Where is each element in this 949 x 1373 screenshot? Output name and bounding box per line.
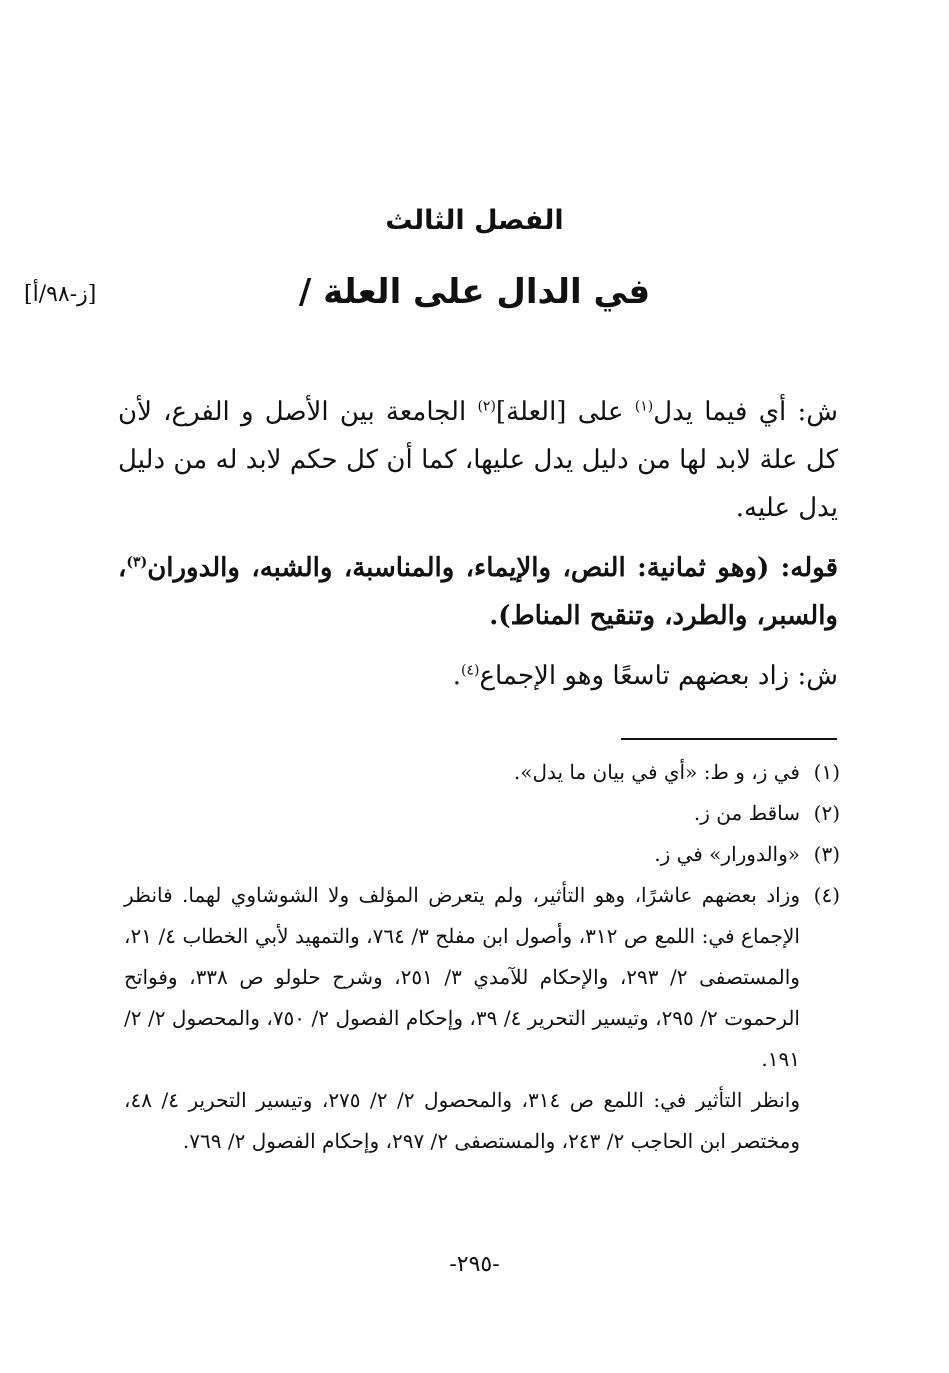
footnote-separator [621,738,837,740]
footnote-marker-1: (١) [634,398,654,415]
page-number: -٢٩٥- [449,1252,500,1277]
footnote-item [124,793,840,834]
footnote-number: (٤) [813,883,840,907]
footnote-item [124,752,840,793]
footnote-text: «والدورار» في ز. [654,842,800,866]
footnote-continuation: وانظر التأثير في: اللمع ص ٣١٤، والمحصول ٢/ ٢/ ٢٧٥، وتيسير التحرير ٤/ ٤٨، ومختصر ابن الحاجب ٢/ ٢٤٣، والمستصفى ٢/ ٢٩٧، وإحكام الفصول ٢/ ٧٦٩. [124,1088,800,1153]
footnote-text: في ز، و ط: «أي في بيان ما يدل». [513,760,800,784]
text-segment: على [العلة] [495,397,635,427]
footnote-marker-2: (٢) [477,398,496,415]
paragraph-commentary-2 [118,652,838,700]
footnote-number: (٣) [813,842,840,866]
manuscript-reference: [ز-٩٨/أ] [24,282,97,307]
text-segment: ش: أي فيما يدل [653,397,839,427]
text-segment: ، والسبر، والطرد، وتنقيح المناط). [118,553,838,631]
paragraph-quote [118,544,838,640]
main-text [118,388,838,712]
paragraph-commentary-1 [118,388,838,532]
text-segment: ش: زاد بعضهم تاسعًا وهو الإجماع [479,661,838,691]
text-segment: الجامعة بين الأصل و الفرع، لأن كل علة لابد لها من دليل يدل عليها، كما أن كل حكم لابد له من دليل يدل عليه. [118,397,838,523]
text-segment: . [452,661,462,691]
footnote-item [124,875,840,1080]
footnote-number: (٢) [813,801,840,825]
footnote-text: ساقط من ز. [693,801,800,825]
footnote-item [124,834,840,875]
footnote-number: (١) [813,760,840,784]
section-title: في الدال على العلة / [298,272,651,312]
chapter-title: الفصل الثالث [385,205,564,236]
footnote-marker-3: (٣) [126,554,148,571]
footnote-marker-4: (٤) [461,662,480,679]
text-segment: قوله: (وهو ثمانية: النص، والإيماء، والمناسبة، والشبه، والدوران [147,553,838,583]
footnotes [124,752,840,1162]
footnote-text: وزاد بعضهم عاشرًا، وهو التأثير، ولم يتعرض المؤلف ولا الشوشاوي لهما. فانظر الإجماع في: اللمع ص ٣١٢، وأصول ابن مفلح ٣/ ٧٦٤، والتمهيد لأبي الخطاب ٤/ ٢١، والمستصفى ٢/ ٢٩٣، والإحكام للآمدي ٣/ ٢٥١، وشرح حلولو ص ٣٣٨، وفواتح الرحموت ٢/ ٢٩٥، وتيسير التحرير ٤/ ٣٩، وإحكام الفصول ٢/ ٧٥٠، والمحصول ٢/ ٢/ ١٩١. [124,883,800,1071]
